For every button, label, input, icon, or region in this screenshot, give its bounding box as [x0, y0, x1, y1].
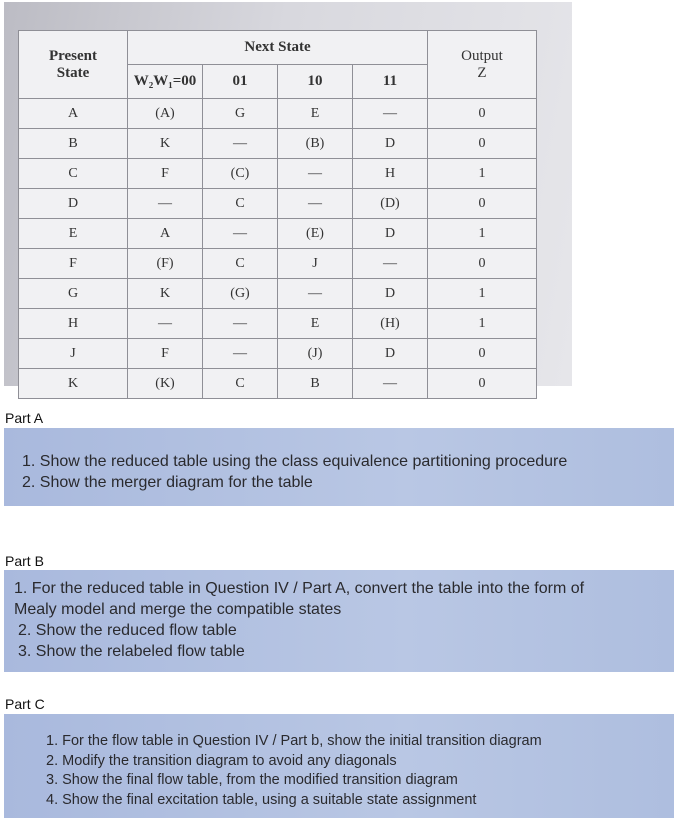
- next-state-cell: (A): [128, 99, 203, 129]
- next-state-cell: (G): [203, 279, 278, 309]
- output-cell: 1: [428, 279, 537, 309]
- state-table-photo: [4, 2, 572, 391]
- next-state-cell: C: [203, 369, 278, 399]
- next-state-cell: —: [203, 129, 278, 159]
- next-state-cell: —: [353, 99, 428, 129]
- part-c-item: 1. For the flow table in Question IV / Part b, show the initial transition diagram: [46, 733, 542, 749]
- next-state-cell: C: [203, 189, 278, 219]
- next-state-cell: (J): [278, 339, 353, 369]
- present-state-cell: E: [19, 219, 128, 249]
- present-state-cell: A: [19, 99, 128, 129]
- next-state-cell: (H): [353, 309, 428, 339]
- output-header: Output Z: [428, 31, 537, 99]
- next-state-cell: —: [128, 189, 203, 219]
- next-state-cell: —: [278, 279, 353, 309]
- present-state-cell: C: [19, 159, 128, 189]
- next-state-cell: —: [128, 309, 203, 339]
- table-row: [19, 99, 537, 129]
- part-b-item: 1. For the reduced table in Question IV / Part A, convert the table into the form of: [14, 580, 585, 597]
- next-state-cell: F: [128, 159, 203, 189]
- part-b-label: Part B: [5, 553, 44, 569]
- next-state-cell: D: [353, 129, 428, 159]
- present-state-cell: B: [19, 129, 128, 159]
- present-state-cell: F: [19, 249, 128, 279]
- part-a-item: 2. Show the merger diagram for the table: [22, 474, 313, 491]
- present-state-header: Present State: [19, 31, 128, 99]
- part-a-band: [4, 428, 674, 506]
- next-state-cell: E: [278, 99, 353, 129]
- next-state-cell: D: [353, 339, 428, 369]
- part-c-item: 3. Show the final flow table, from the modified transition diagram: [46, 772, 458, 788]
- table-row: [19, 159, 537, 189]
- table-row: [19, 189, 537, 219]
- next-state-cell: (C): [203, 159, 278, 189]
- next-state-cell: (D): [353, 189, 428, 219]
- table-row: [19, 309, 537, 339]
- part-c-item: 2. Modify the transition diagram to avoid any diagonals: [46, 752, 397, 769]
- next-state-cell: C: [203, 249, 278, 279]
- next-state-cell: (F): [128, 249, 203, 279]
- present-state-cell: D: [19, 189, 128, 219]
- present-state-cell: H: [19, 309, 128, 339]
- table-row: [19, 129, 537, 159]
- output-cell: 0: [428, 129, 537, 159]
- next-state-cell: —: [278, 189, 353, 219]
- next-state-cell: —: [353, 249, 428, 279]
- table-row: [19, 279, 537, 309]
- part-c-item: 4. Show the final excitation table, using a suitable state assignment: [46, 791, 477, 808]
- output-cell: 0: [428, 189, 537, 219]
- present-state-cell: K: [19, 369, 128, 399]
- part-b-item: Mealy model and merge the compatible states: [14, 601, 342, 618]
- output-cell: 1: [428, 309, 537, 339]
- next-state-cell: D: [353, 219, 428, 249]
- output-cell: 0: [428, 339, 537, 369]
- next-state-cell: (K): [128, 369, 203, 399]
- input-col-00: W₂W₁=00: [128, 65, 203, 99]
- part-b-band: [4, 570, 674, 672]
- next-state-cell: (E): [278, 219, 353, 249]
- next-state-cell: B: [278, 369, 353, 399]
- present-state-cell: G: [19, 279, 128, 309]
- present-state-cell: J: [19, 339, 128, 369]
- output-cell: 0: [428, 369, 537, 399]
- part-b-item: 2. Show the reduced flow table: [18, 622, 237, 639]
- next-state-header: Next State: [128, 31, 428, 65]
- next-state-cell: E: [278, 309, 353, 339]
- next-state-cell: —: [353, 369, 428, 399]
- part-a-label: Part A: [5, 410, 44, 426]
- part-c-label: Part C: [5, 696, 45, 712]
- state-table: [18, 30, 537, 399]
- input-col-10: 10: [278, 65, 353, 99]
- next-state-cell: —: [203, 219, 278, 249]
- next-state-cell: G: [203, 99, 278, 129]
- next-state-cell: H: [353, 159, 428, 189]
- output-cell: 0: [428, 249, 537, 279]
- next-state-cell: K: [128, 129, 203, 159]
- table-row: [19, 339, 537, 369]
- part-b-item: 3. Show the relabeled flow table: [18, 643, 245, 660]
- next-state-cell: D: [353, 279, 428, 309]
- input-col-01: 01: [203, 65, 278, 99]
- output-cell: 1: [428, 159, 537, 189]
- state-table-body: [19, 99, 537, 399]
- input-col-11: 11: [353, 65, 428, 99]
- table-row: [19, 369, 537, 399]
- next-state-cell: K: [128, 279, 203, 309]
- next-state-cell: (B): [278, 129, 353, 159]
- next-state-cell: —: [278, 159, 353, 189]
- part-c-band: [4, 714, 674, 818]
- output-cell: 1: [428, 219, 537, 249]
- table-row: [19, 249, 537, 279]
- next-state-cell: A: [128, 219, 203, 249]
- output-cell: 0: [428, 99, 537, 129]
- next-state-cell: J: [278, 249, 353, 279]
- next-state-cell: —: [203, 339, 278, 369]
- next-state-cell: —: [203, 309, 278, 339]
- table-row: [19, 219, 537, 249]
- next-state-cell: F: [128, 339, 203, 369]
- part-a-item: 1. Show the reduced table using the class equivalence partitioning procedure: [22, 453, 568, 470]
